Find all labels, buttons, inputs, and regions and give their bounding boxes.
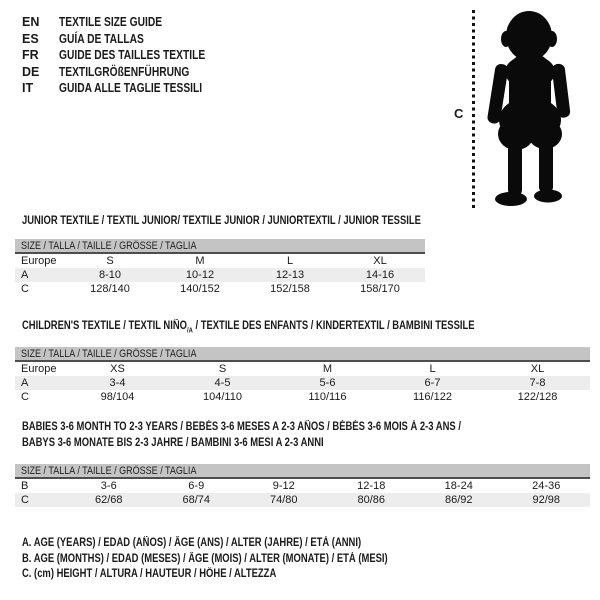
row-label: C	[21, 494, 29, 506]
table-cell: 10-12	[185, 269, 215, 281]
table-cell: 6-7	[424, 377, 441, 389]
language-title-block	[22, 14, 237, 97]
table-row	[15, 282, 425, 296]
table-cell: 14-16	[365, 269, 395, 281]
table-cell: S	[106, 255, 114, 267]
size-header-label: SIZE / TALLA / TAILLE / GRÖSSE / TAGLIA	[21, 239, 197, 252]
table-cell: 140/152	[180, 283, 220, 295]
babies-size-table	[15, 464, 590, 507]
table-row	[15, 376, 590, 390]
table-cell: 12-13	[275, 269, 305, 281]
table-cell: 8-10	[98, 269, 122, 281]
row-label: B	[21, 480, 29, 492]
babies-table-title: BABIES 3-6 MONTH TO 2-3 YEARS / BEBÉS 3-6 MESES A 2-3 AÑOS / BÉBÉS 3-6 MOIS À 2-3 ANS / BABYS 3-6 MONATE BIS 2-3 JAHRE / BAMBINI 3-6 MESI A 2-3 ANNI	[22, 421, 461, 449]
table-cell: 6-9	[188, 480, 205, 492]
size-header-label: SIZE / TALLA / TAILLE / GRÖSSE / TAGLIA	[21, 464, 197, 477]
table-cell: 92/98	[532, 494, 561, 506]
table-row	[15, 268, 425, 282]
baby-silhouette-figure	[481, 10, 586, 210]
table-row	[15, 361, 590, 376]
table-cell: 3-4	[109, 377, 126, 389]
table-cell: 9-12	[272, 480, 295, 492]
table-cell: M	[195, 255, 205, 267]
lang-row-de	[22, 64, 237, 81]
table-row	[15, 253, 425, 268]
legend-line-a: A. AGE (YEARS) / EDAD (AÑOS) / ÂGE (ANS) / ALTER (JAHRE) / ETÀ (ANNI)	[22, 537, 362, 549]
row-label: Europe	[21, 363, 57, 375]
lang-code: IT	[22, 81, 34, 96]
table-row	[15, 493, 590, 507]
table-cell: S	[218, 363, 227, 375]
table-cell: 3-6	[100, 480, 117, 492]
lang-row-es	[22, 31, 237, 48]
lang-row-en	[22, 14, 237, 31]
table-cell: 122/128	[517, 391, 558, 403]
table-cell: 18-24	[444, 480, 473, 492]
lang-label: TEXTILE SIZE GUIDE	[59, 15, 163, 29]
table-cell: 152/158	[270, 283, 310, 295]
lang-code: DE	[22, 64, 40, 79]
table-cell: 74/80	[269, 494, 298, 506]
table-cell: L	[286, 255, 294, 267]
table-cell: 4-5	[214, 377, 231, 389]
table-cell: 98/104	[100, 391, 135, 403]
table-cell: 128/140	[90, 283, 130, 295]
table-cell: 7-8	[529, 377, 546, 389]
lang-code: FR	[22, 48, 39, 63]
row-label: C	[21, 283, 29, 295]
table-cell: XL	[530, 363, 545, 375]
row-label: Europe	[21, 255, 57, 267]
table-cell: 80/86	[357, 494, 386, 506]
lang-label: GUIDA ALLE TAGLIE TESSILI	[59, 81, 203, 96]
size-header-row	[15, 464, 590, 478]
height-measure-label: C	[454, 106, 464, 121]
lang-label: TEXTILGRÖßENFÜHRUNG	[59, 64, 190, 79]
lang-code: ES	[22, 31, 39, 46]
junior-table-title: JUNIOR TEXTILE / TEXTIL JUNIOR/ TEXTILE JUNIOR / JUNIORTEXTIL / JUNIOR TESSILE	[22, 215, 421, 227]
measure-legend	[22, 536, 468, 583]
table-row	[15, 390, 590, 404]
table-cell: 62/68	[94, 494, 123, 506]
size-header-row	[15, 347, 590, 361]
table-cell: 24-36	[532, 480, 561, 492]
size-header-label: SIZE / TALLA / TAILLE / GRÖSSE / TAGLIA	[21, 347, 197, 360]
lang-code: EN	[22, 15, 40, 29]
table-cell: 86/92	[444, 494, 473, 506]
table-cell: 12-18	[357, 480, 386, 492]
legend-line-b: B. AGE (MONTHS) / EDAD (MESES) / ÂGE (MOIS) / ALTER (MONATE) / ETÀ (MESI)	[22, 552, 388, 565]
table-cell: XL	[373, 255, 387, 267]
height-measure-dotted-line	[472, 10, 475, 208]
table-cell: L	[429, 363, 436, 375]
row-label: A	[21, 377, 29, 389]
junior-size-table	[15, 239, 425, 296]
table-cell: 110/116	[308, 391, 347, 403]
table-cell: 5-6	[319, 377, 336, 389]
legend-line-c: C. (cm) HEIGHT / ALTURA / HAUTEUR / HÖHE / ALTEZZA	[22, 568, 277, 580]
table-cell: 116/122	[413, 391, 452, 403]
size-header-row	[15, 239, 425, 253]
table-row	[15, 478, 590, 493]
table-cell: 68/74	[182, 494, 211, 506]
row-label: A	[21, 269, 29, 281]
lang-label: GUÍA DE TALLAS	[59, 31, 144, 46]
children-size-table	[15, 347, 590, 404]
lang-row-it	[22, 80, 237, 97]
lang-row-fr	[22, 47, 237, 64]
table-cell: M	[322, 363, 333, 375]
children-table-title: CHILDREN'S TEXTILE / TEXTIL $NIÑO_{/A}$ / TEXTILE DES ENFANTS / KINDERTEXTIL / BAMBINI TESSILE	[22, 320, 475, 335]
table-cell: 158/170	[360, 283, 400, 295]
table-cell: 104/110	[203, 391, 242, 403]
row-label: C	[21, 391, 29, 403]
lang-label: GUIDE DES TAILLES TEXTILE	[59, 48, 206, 63]
table-cell: XS	[110, 363, 125, 375]
